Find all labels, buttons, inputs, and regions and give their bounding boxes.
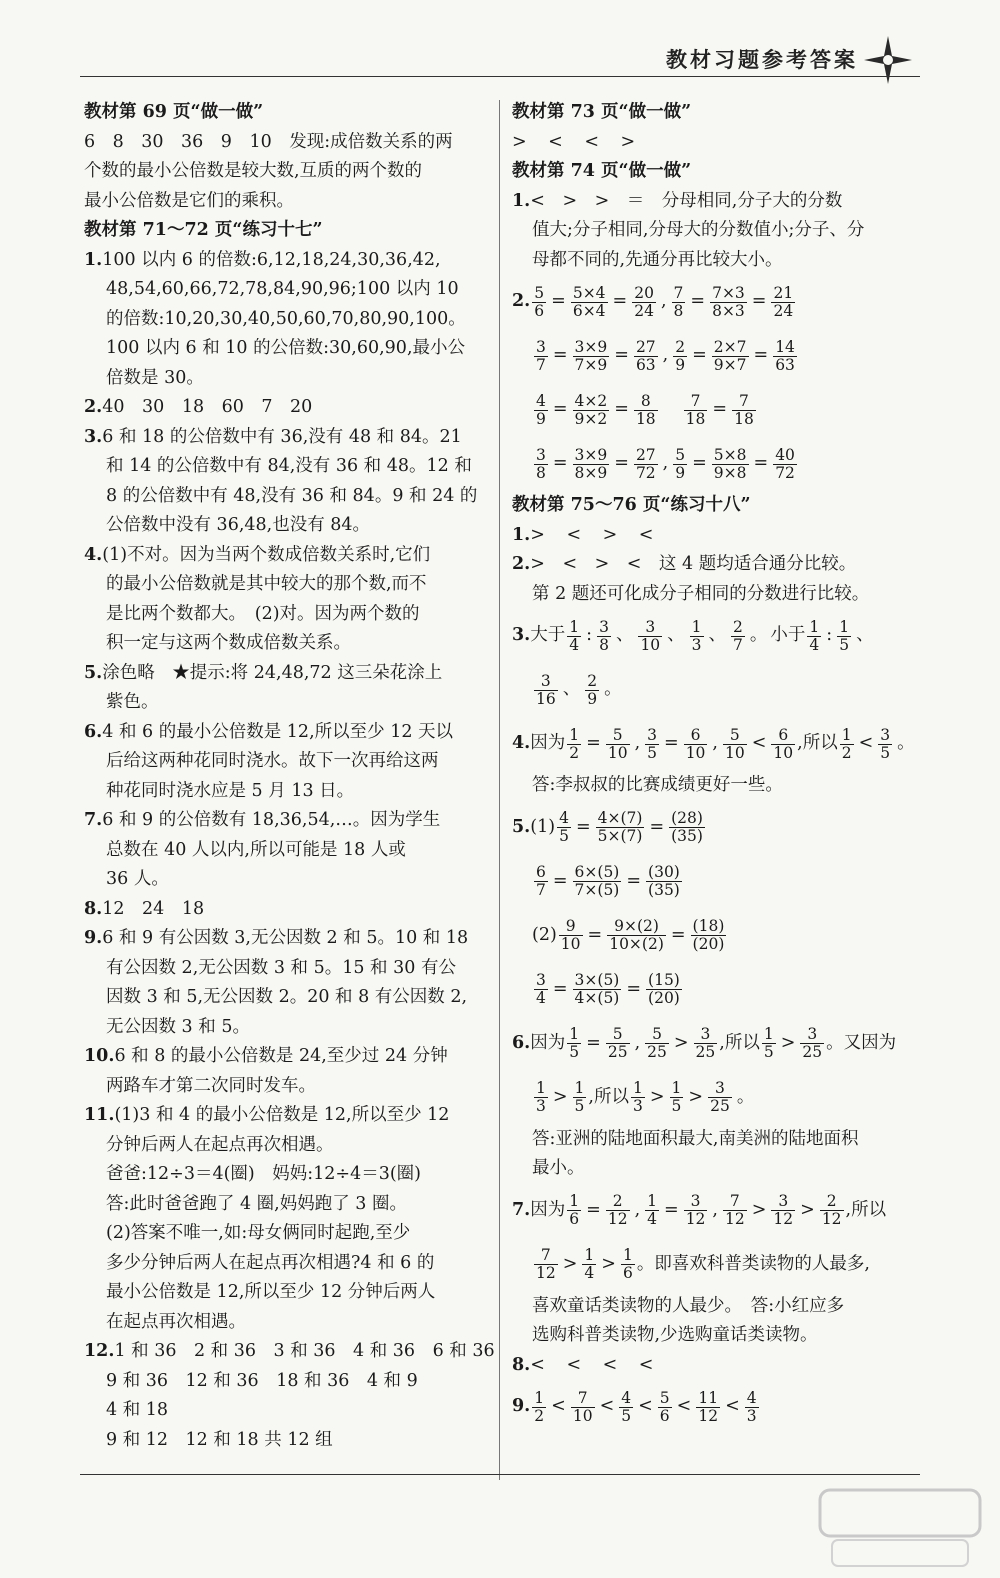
watermark-logo-icon: [810, 1482, 990, 1572]
question-3: [84, 423, 489, 453]
fraction: $\frac{2\times 7}{9\times 7}$: [713, 337, 747, 374]
answer-line: 倍数是 30。: [106, 367, 204, 388]
answer-line: 有公因数 2,无公因数 3 和 5。15 和 30 有公: [106, 957, 456, 978]
answer-line: 喜欢童话类读物的人最少。 答:小红应多: [532, 1295, 845, 1316]
fraction-line: (2) $\frac{9}{10}$ = $\frac{9\times(2)}{10\times(2)}$ = $\frac{(18)}{(20)}$: [532, 917, 725, 953]
fraction: $\frac{1}{5}$: [569, 1025, 580, 1061]
answer-text: 。又因为: [826, 1032, 897, 1053]
fraction: $\frac{9}{10}$: [560, 917, 581, 953]
fraction: $\frac{7}{18}$: [734, 391, 754, 428]
fraction: $\frac{1}{6}$: [622, 1246, 633, 1282]
fraction: $\frac{1}{3}$: [536, 1079, 546, 1115]
fraction-line: $\frac{3}{16}$ 、 $\frac{2}{9}$ 。: [536, 671, 622, 708]
question-number: 10.: [84, 1046, 115, 1066]
question-8: [84, 895, 489, 925]
answer-text: (1)3 和 4 的最小公倍数是 12,所以至少 12: [114, 1105, 450, 1125]
answer-line: 最小公倍数是 12,所以至少 12 分钟后两人: [106, 1282, 436, 1302]
fraction: $\frac{(30)}{(35)}$: [648, 863, 680, 899]
answer-line: 答:此时爸爸跑了 4 圈,妈妈跑了 3 圈。: [106, 1193, 407, 1214]
answer-line: 在起点再次相遇。: [106, 1311, 246, 1332]
item-1: [512, 521, 922, 551]
answer-line: 答:李叔叔的比赛成绩更好一些。: [532, 775, 783, 795]
fraction: $\frac{1}{4}$: [809, 617, 820, 654]
question-number: 6.: [512, 1032, 531, 1053]
fraction: $\frac{4}{3}$: [746, 1388, 757, 1425]
item-1: [512, 187, 922, 217]
answer-text: (2): [532, 924, 557, 945]
answer-line: 100 以内 6 和 10 的公倍数:30,60,90,最小公: [106, 338, 466, 358]
fraction-line: 3. 大于 $\frac{1}{4}$ : $\frac{3}{8}$ 、 $\frac{3}{10}$ 、 $\frac{1}{3}$ 、 $\frac{2}{7}$ 。 小于 $\frac{1}{4}$ : $\frac{1}{5}$ 、: [512, 617, 874, 654]
page-header: [80, 40, 920, 80]
fraction: $\frac{3\times 9}{7\times 9}$: [574, 337, 608, 374]
fraction: $\frac{5\times 8}{9\times 8}$: [713, 445, 747, 482]
answer-text: 小于: [770, 625, 806, 646]
fraction: $\frac{1}{2}$: [569, 725, 580, 762]
fraction-line: $\frac{4}{9}$ = $\frac{4\times 2}{9\times 2}$ = $\frac{8}{18}$ $\frac{7}{18}$ = $\frac{7}{18}$: [536, 391, 754, 428]
section-title: 教材第 71～72 页“练习十七”: [84, 220, 323, 240]
fraction-line: 9. $\frac{1}{2}$ < $\frac{7}{10}$ < $\frac{4}{5}$ < $\frac{5}{6}$ < $\frac{11}{12}$ < $\frac{4}{3}$: [512, 1388, 757, 1425]
answer-line: 多少分钟后两人在起点再次相遇?4 和 6 的: [106, 1252, 435, 1273]
fraction: $\frac{9\times(2)}{10\times(2)}$: [609, 917, 664, 953]
fraction: $\frac{6\times(5)}{7\times(5)}$: [574, 863, 620, 899]
fraction-line: $\frac{7}{12}$ > $\frac{1}{4}$ > $\frac{1}{6}$ 。即喜欢科普类读物的人最多,: [536, 1246, 870, 1282]
answer-line: 总数在 40 人以内,所以可能是 18 人或: [106, 839, 406, 860]
answer-text: ,所以: [845, 1199, 887, 1220]
fraction-line: 2. $\frac{5}{6}$ = $\frac{5\times 4}{6\times 4}$ = $\frac{20}{24}$ , $\frac{7}{8}$ = $\frac{7\times 3}{8\times 3}$ = $\frac{21}{24}$: [512, 283, 794, 320]
header-rule: [80, 76, 920, 77]
fraction: $\frac{(15)}{(20)}$: [648, 971, 680, 1007]
question-number: 6.: [84, 721, 103, 742]
fraction-line: 7. 因为 $\frac{1}{6}$ = $\frac{2}{12}$ , $\frac{1}{4}$ = $\frac{3}{12}$ , $\frac{7}{12}$ > $\frac{3}{12}$ > $\frac{2}{12}$ ,所以: [512, 1192, 887, 1228]
answer-line: 最小公倍数是它们的乘积。: [84, 190, 294, 211]
fraction: $\frac{1}{5}$: [574, 1079, 585, 1115]
fraction: $\frac{7}{18}$: [685, 391, 706, 428]
question-number: 4.: [84, 544, 103, 565]
fraction: $\frac{1}{5}$: [839, 617, 850, 654]
answer-line: 母都不同的,先通分再比较大小。: [532, 249, 783, 270]
fraction: $\frac{(28)}{(35)}$: [671, 809, 703, 845]
answer-line: 因数 3 和 5,无公因数 2。20 和 8 有公因数 2,: [106, 987, 468, 1007]
answer-line: 第 2 题还可化成分子相同的分数进行比较。: [532, 583, 870, 604]
answer-line: 的倍数:10,20,30,40,50,60,70,80,90,100。: [106, 308, 466, 329]
answer-text: 涂色略 ★提示:将 24,48,72 这三朵花涂上: [102, 662, 443, 683]
fraction: $\frac{2}{7}$: [733, 617, 743, 654]
answer-text: 6 和 18 的公倍数中有 36,没有 48 和 84。21: [102, 426, 462, 447]
answer-text: < > > ＝ 分母相同,分子大的分数: [530, 190, 843, 211]
answer-line: 个数的最小公倍数是较大数,互质的两个数的: [84, 161, 423, 181]
fraction-line: $\frac{3}{8}$ = $\frac{3\times 9}{8\times 9}$ = $\frac{27}{72}$ , $\frac{5}{9}$ = $\frac{5\times 8}{9\times 8}$ = $\frac{40}{72}$: [536, 445, 795, 482]
answer-line: 6 8 30 36 9 10 发现:成倍数关系的两: [84, 131, 453, 152]
answer-line: (2)答案不唯一,如:母女俩同时起跑,至少: [106, 1223, 411, 1243]
answer-text: 大于: [530, 625, 566, 646]
question-number: 2.: [84, 397, 103, 417]
answer-text: (1)不对。因为当两个数成倍数关系时,它们: [102, 544, 431, 565]
answer-line: 9 和 12 12 和 18 共 12 组: [106, 1429, 333, 1450]
fraction: $\frac{3}{5}$: [880, 725, 891, 762]
fraction: $\frac{2}{9}$: [675, 337, 686, 374]
answer-line: > < < >: [512, 131, 638, 152]
fraction: $\frac{4\times 2}{9\times 2}$: [574, 391, 608, 428]
fraction: $\frac{11}{12}$: [698, 1388, 719, 1425]
answer-text: < < < <: [530, 1354, 656, 1375]
fraction: $\frac{3}{5}$: [647, 725, 658, 762]
answer-line: 36 人。: [106, 869, 169, 889]
fraction: $\frac{1}{4}$: [584, 1246, 595, 1282]
answer-line: 分钟后两人在起点再次相遇。: [106, 1134, 334, 1155]
fraction: $\frac{1}{5}$: [763, 1025, 774, 1061]
answer-text: ,所以: [797, 733, 838, 754]
fraction: $\frac{1}{3}$: [691, 617, 702, 654]
fraction: $\frac{4}{5}$: [559, 809, 569, 845]
fraction: $\frac{40}{72}$: [775, 445, 795, 482]
footer-rule: [80, 1474, 920, 1475]
fraction: $\frac{3}{10}$: [640, 617, 661, 654]
header-title: 教材习题参考答案: [666, 48, 858, 72]
fraction: $\frac{4}{5}$: [621, 1388, 632, 1425]
answer-line: 和 14 的公倍数中有 84,没有 36 和 48。12 和: [106, 456, 472, 476]
fraction: $\frac{1}{2}$: [841, 725, 852, 762]
fraction-line: 6. 因为 $\frac{1}{5}$ = $\frac{5}{25}$ , $\frac{5}{25}$ > $\frac{3}{25}$ ,所以 $\frac{1}{5}$ > $\frac{3}{25}$ 。又因为: [512, 1025, 897, 1061]
answer-text: 因为: [530, 1199, 566, 1220]
answer-text: > < > <: [530, 524, 656, 545]
fraction: $\frac{21}{24}$: [773, 283, 794, 320]
fraction: $\frac{3}{25}$: [710, 1079, 730, 1115]
answer-text: 4 和 6 的最小公倍数是 12,所以至少 12 天以: [102, 721, 454, 742]
fraction: $\frac{20}{24}$: [634, 283, 654, 320]
fraction-line: $\frac{3}{4}$ = $\frac{3\times(5)}{4\times(5)}$ = $\frac{(15)}{(20)}$: [536, 971, 680, 1007]
section-title: 教材第 69 页“做一做”: [84, 102, 264, 122]
fraction: $\frac{1}{4}$: [647, 1192, 658, 1228]
question-number: 8.: [84, 898, 103, 919]
fraction: $\frac{3}{12}$: [685, 1192, 706, 1228]
answer-text: (1): [530, 816, 556, 837]
fraction: $\frac{3}{8}$: [599, 617, 609, 654]
fraction: $\frac{5\times 4}{6\times 4}$: [572, 283, 606, 320]
answer-line: 8 的公倍数中有 48,没有 36 和 84。9 和 24 的: [106, 485, 478, 506]
answer-line: 4 和 18: [106, 1400, 169, 1420]
answer-line: 是比两个数都大。 (2)对。因为两个数的: [106, 603, 420, 624]
fraction: $\frac{3}{25}$: [695, 1025, 716, 1061]
question-number: 11.: [84, 1105, 115, 1125]
fraction: $\frac{2}{12}$: [821, 1192, 842, 1228]
left-column: [84, 98, 495, 1455]
section-title: 教材第 75～76 页“练习十八”: [512, 495, 751, 515]
fraction: $\frac{4\times(7)}{5\times(7)}$: [597, 809, 643, 845]
question-7: [84, 806, 489, 836]
fraction: $\frac{6}{10}$: [773, 725, 794, 762]
fraction-line: $\frac{1}{3}$ > $\frac{1}{5}$ ,所以 $\frac{1}{3}$ > $\frac{1}{5}$ > $\frac{3}{25}$ 。: [536, 1079, 755, 1115]
fraction: $\frac{5}{25}$: [647, 1025, 667, 1061]
question-12: [84, 1337, 495, 1367]
answer-text: 12 24 18: [102, 898, 205, 919]
answer-line: 值大;分子相同,分母大的分数值小;分子、分: [532, 220, 865, 240]
answer-line: 最小。: [532, 1158, 585, 1178]
question-11: [84, 1101, 489, 1131]
answer-text: ,所以: [719, 1032, 760, 1053]
answer-text: 因为: [530, 733, 566, 754]
answer-text: 6 和 9 的公倍数有 18,36,54,…。因为学生: [102, 810, 441, 830]
fraction: $\frac{3}{7}$: [536, 337, 546, 374]
answer-text: > < > < 这 4 题均适合通分比较。: [530, 554, 857, 574]
section-title: 教材第 73 页“做一做”: [512, 102, 692, 122]
answer-line: 的最小公倍数就是其中较大的那个数,而不: [106, 574, 427, 594]
question-number: 5.: [512, 816, 531, 837]
answer-line: 48,54,60,66,72,78,84,90,96;100 以内 10: [106, 279, 459, 299]
fraction: $\frac{3\times(5)}{4\times(5)}$: [574, 971, 620, 1007]
fraction: $\frac{5}{10}$: [607, 725, 628, 762]
fraction: $\frac{1}{3}$: [633, 1079, 643, 1115]
question-number: 4.: [512, 733, 531, 754]
question-number: 5.: [84, 662, 103, 683]
question-9: [84, 924, 489, 954]
question-number: 1.: [512, 190, 531, 211]
item-2: [512, 550, 922, 580]
answer-line: 种花同时浇水应是 5 月 13 日。: [106, 780, 355, 801]
fraction-line: 5. (1) $\frac{4}{5}$ = $\frac{4\times(7)}{5\times(7)}$ = $\frac{(28)}{(35)}$: [512, 809, 703, 845]
answer-line: 爸爸:12÷3＝4(圈) 妈妈:12÷4＝3(圈): [106, 1164, 421, 1184]
fraction-line: $\frac{6}{7}$ = $\frac{6\times(5)}{7\times(5)}$ = $\frac{(30)}{(35)}$: [536, 863, 680, 899]
answer-line: 答:亚洲的陆地面积最大,南美洲的陆地面积: [532, 1128, 859, 1149]
question-number: 7.: [512, 1199, 531, 1220]
answer-line: 紫色。: [106, 692, 159, 712]
fraction: $\frac{1}{2}$: [534, 1388, 545, 1425]
fraction: $\frac{7}{12}$: [536, 1246, 556, 1282]
fraction: $\frac{7}{12}$: [725, 1192, 745, 1228]
fraction: $\frac{1}{5}$: [671, 1079, 682, 1115]
question-number: 8.: [512, 1354, 531, 1375]
fraction: $\frac{4}{9}$: [536, 391, 546, 428]
question-number: 1.: [512, 524, 531, 545]
fraction: $\frac{8}{18}$: [635, 391, 656, 428]
question-number: 2.: [512, 291, 531, 312]
fraction: $\frac{1}{6}$: [569, 1192, 580, 1228]
fraction: $\frac{7}{10}$: [572, 1388, 593, 1425]
column-divider: [499, 100, 500, 1480]
compass-star-icon: [862, 34, 914, 86]
question-2: [84, 393, 489, 423]
question-number: 7.: [84, 810, 103, 830]
fraction: $\frac{6}{7}$: [536, 863, 546, 899]
fraction: $\frac{7}{8}$: [673, 283, 684, 320]
question-number: 3.: [84, 426, 103, 447]
fraction: $\frac{27}{72}$: [635, 445, 656, 482]
answer-line: 积一定与这两个数成倍数关系。: [106, 633, 351, 653]
fraction: $\frac{2}{12}$: [607, 1192, 628, 1228]
answer-line: 后给这两种花同时浇水。故下一次再给这两: [106, 751, 439, 771]
answer-text: 100 以内 6 的倍数:6,12,18,24,30,36,42,: [102, 249, 441, 270]
question-number: 3.: [512, 625, 531, 646]
answer-text: 40 30 18 60 7 20: [102, 397, 313, 417]
fraction: $\frac{(18)}{(20)}$: [692, 917, 725, 953]
answer-line: 两路车才第二次同时发车。: [106, 1075, 316, 1096]
question-number: 9.: [84, 928, 103, 948]
fraction: $\frac{3}{12}$: [773, 1192, 794, 1228]
answer-text: 。即喜欢科普类读物的人最多,: [636, 1253, 870, 1274]
question-number: 9.: [512, 1396, 531, 1417]
fraction: $\frac{2}{9}$: [587, 671, 598, 708]
question-6: [84, 718, 489, 748]
fraction: $\frac{14}{63}$: [775, 337, 795, 374]
question-number: 12.: [84, 1341, 115, 1361]
answer-line: 无公因数 3 和 5。: [106, 1016, 250, 1037]
fraction-line: $\frac{3}{7}$ = $\frac{3\times 9}{7\times 9}$ = $\frac{27}{63}$ , $\frac{2}{9}$ = $\frac{2\times 7}{9\times 7}$ = $\frac{14}{63}$: [536, 337, 795, 374]
fraction: $\frac{5}{10}$: [725, 725, 745, 762]
answer-text: ,所以: [588, 1086, 629, 1107]
fraction: $\frac{5}{6}$: [534, 283, 545, 320]
fraction: $\frac{5}{9}$: [675, 445, 686, 482]
fraction: $\frac{5}{6}$: [659, 1388, 670, 1425]
question-1: [84, 246, 489, 276]
question-4: [84, 541, 489, 571]
fraction: $\frac{3}{8}$: [536, 445, 546, 482]
answer-line: 选购科普类读物,少选购童话类读物。: [532, 1325, 818, 1345]
fraction: $\frac{6}{10}$: [685, 725, 706, 762]
answer-text: 6 和 9 有公因数 3,无公因数 2 和 5。10 和 18: [102, 928, 469, 948]
answer-line: 9 和 36 12 和 36 18 和 36 4 和 9: [106, 1370, 418, 1391]
answer-text: 1 和 36 2 和 36 3 和 36 4 和 36 6 和 36: [114, 1341, 495, 1361]
question-number: 1.: [84, 249, 103, 270]
answer-text: 因为: [530, 1032, 566, 1053]
fraction: $\frac{1}{4}$: [569, 617, 580, 654]
section-title: 教材第 74 页“做一做”: [512, 161, 692, 181]
fraction: $\frac{3}{16}$: [536, 671, 556, 708]
item-8: [512, 1351, 922, 1381]
fraction-line: 4. 因为 $\frac{1}{2}$ = $\frac{5}{10}$ , $\frac{3}{5}$ = $\frac{6}{10}$ , $\frac{5}{10}$ < $\frac{6}{10}$ ,所以 $\frac{1}{2}$ < $\frac{3}{5}$ 。: [512, 725, 915, 762]
question-10: [84, 1042, 489, 1072]
question-number: 2.: [512, 554, 531, 574]
fraction: $\frac{3\times 9}{8\times 9}$: [574, 445, 608, 482]
right-column: [512, 98, 922, 1434]
fraction: $\frac{3}{25}$: [802, 1025, 823, 1061]
fraction: $\frac{7\times 3}{8\times 3}$: [712, 283, 745, 320]
fraction: $\frac{3}{4}$: [536, 971, 546, 1007]
question-5: [84, 659, 489, 689]
answer-text: 6 和 8 的最小公倍数是 24,至少过 24 分钟: [114, 1046, 448, 1066]
fraction: $\frac{27}{63}$: [635, 337, 656, 374]
fraction: $\frac{5}{25}$: [607, 1025, 628, 1061]
answer-line: 公倍数中没有 36,48,也没有 84。: [106, 515, 371, 535]
